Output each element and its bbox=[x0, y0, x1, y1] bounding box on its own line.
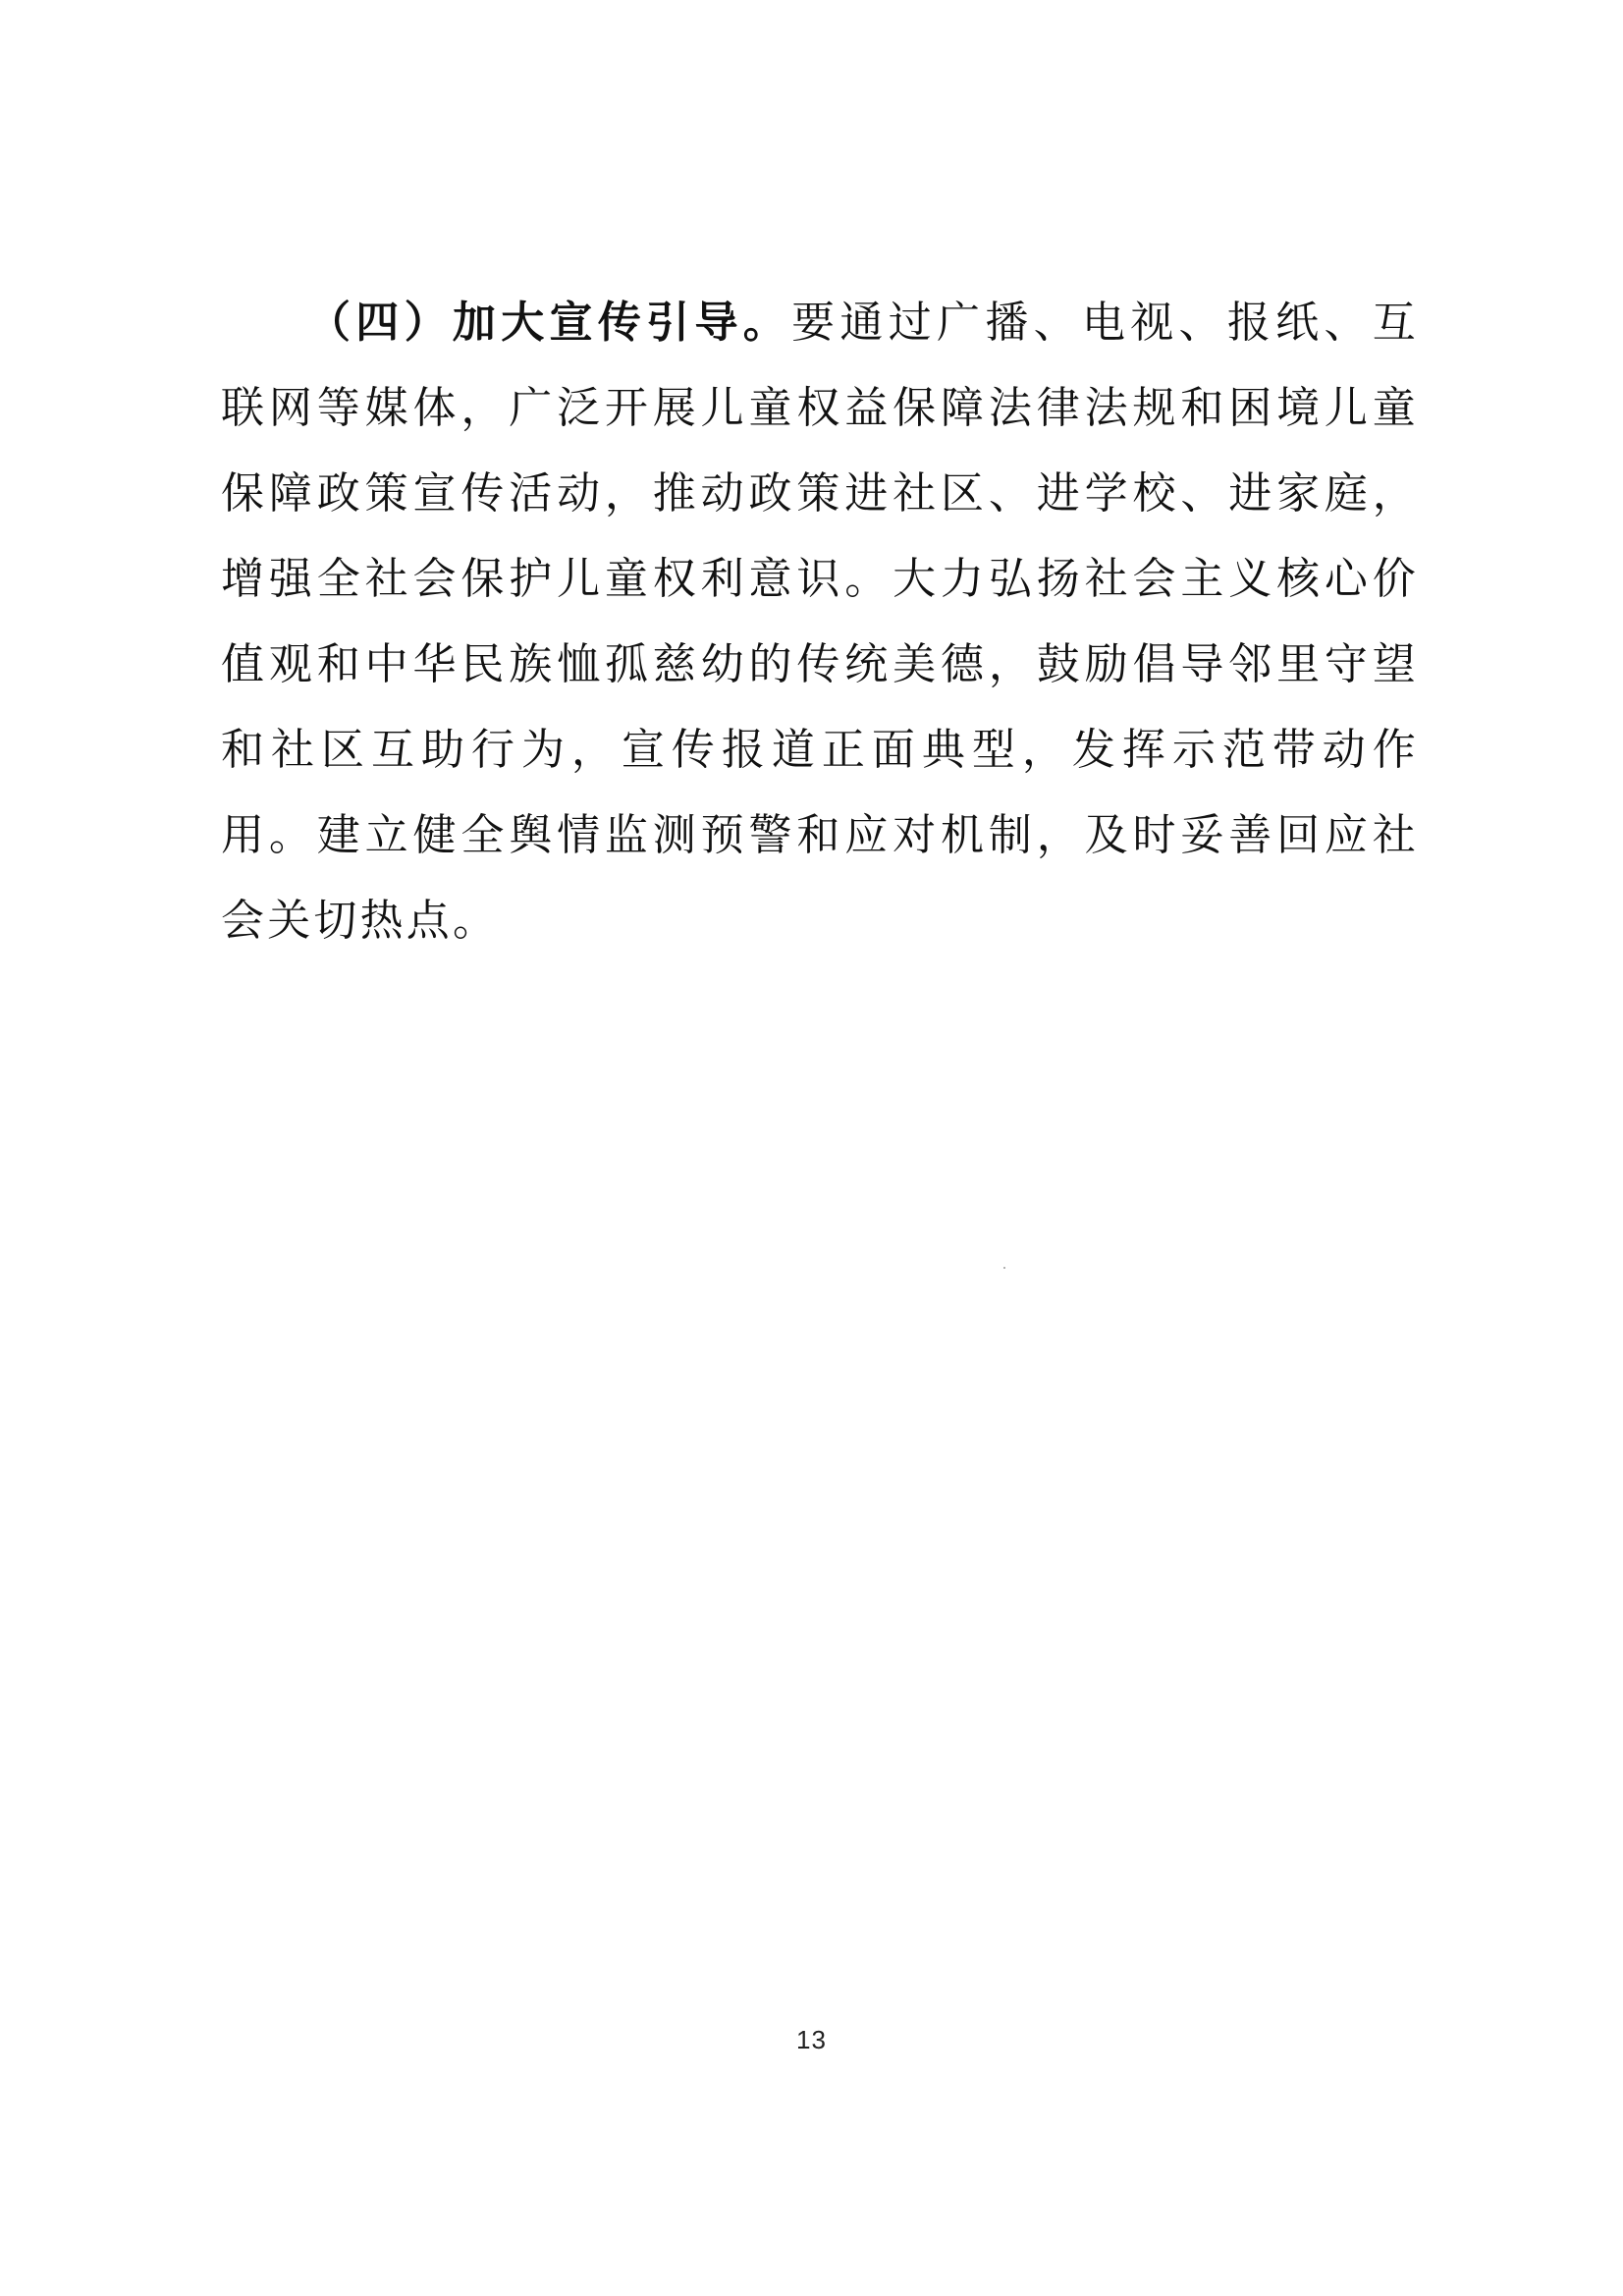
section-heading: （四）加大宣传引导。 bbox=[307, 298, 792, 348]
section-text-block bbox=[221, 280, 1419, 963]
page-number: 13 bbox=[796, 2025, 827, 2054]
scan-speck bbox=[1003, 1267, 1005, 1269]
section-body: 要通过广播、电视、报纸、互联网等媒体，广泛开展儿童权益保障法律法规和困境儿童保障政策宣传活动，推动政策进社区、进学校、进家庭，增强全社会保护儿童权利意识。大力弘扬社会主义核心价值观和中华民族恤孤慈幼的传统美德，鼓励倡导邻里守望和社区互助行为，宣传报道正面典型，发挥示范带动作用。建立健全舆情监测预警和应对机制，及时妥善回应社会关切热点。 bbox=[221, 298, 1419, 946]
section-paragraph bbox=[221, 280, 1419, 963]
